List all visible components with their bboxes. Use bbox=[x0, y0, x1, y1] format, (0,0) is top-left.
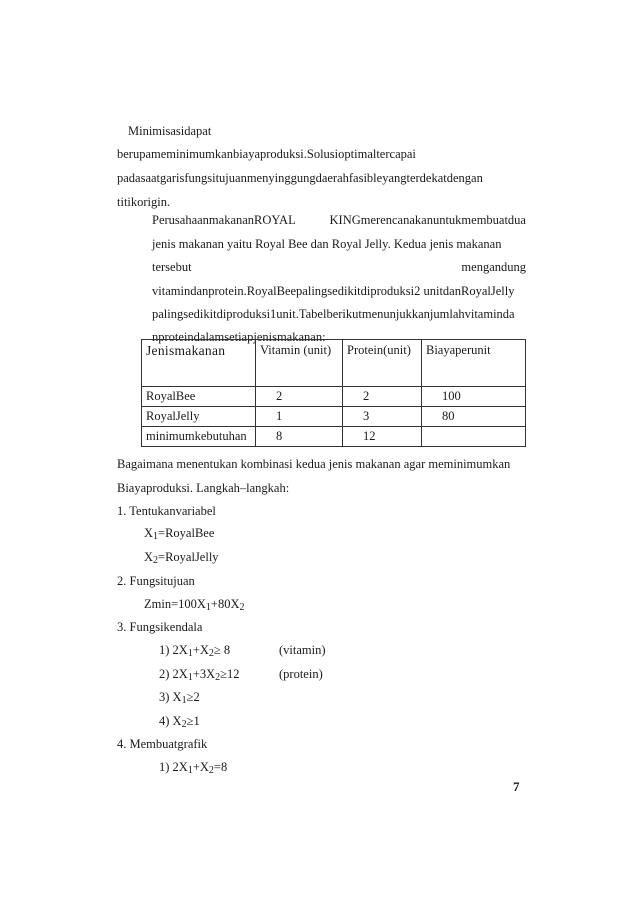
intro-line-4: titikorigin. bbox=[117, 195, 171, 209]
para-line-2: jenis makanan yaitu Royal Bee dan Royal Jelly. Kedua jenis makanan bbox=[152, 237, 502, 251]
table-cell: 8 bbox=[256, 427, 343, 447]
intro-line-2: berupameminimumkanbiayaproduksi.Solusioptimaltercapai bbox=[117, 147, 416, 161]
constraint-2-note: (protein) bbox=[279, 667, 323, 681]
para-line-5: palingsedikitdiproduksi1unit.Tabelberikutmenunjukkanjumlahvitaminda bbox=[152, 307, 515, 321]
para-line-1b: KINGmerencanakanuntukmembuatdua bbox=[329, 213, 526, 227]
step-1-heading: 1. Tentukanvariabel bbox=[117, 504, 216, 518]
para-line-4: vitamindanprotein.RoyalBeepalingsedikitdiproduksi2 unitdanRoyalJelly bbox=[152, 284, 515, 298]
graph-line-1: 1) $2X_1+X_2=8$ bbox=[159, 760, 228, 776]
table-cell: 100 bbox=[422, 387, 526, 407]
table-row bbox=[142, 407, 526, 427]
step-3-heading: 3. Fungsikendala bbox=[117, 620, 203, 634]
table-cell: minimumkebutuhan bbox=[142, 427, 256, 447]
table-header-row bbox=[142, 340, 526, 387]
para-line-3b: mengandung bbox=[461, 260, 526, 274]
para-line-3a: tersebut bbox=[152, 260, 192, 274]
constraint-1-note: (vitamin) bbox=[279, 643, 326, 657]
nutrition-table bbox=[141, 339, 526, 447]
table-header-cell: Biayaperunit bbox=[422, 340, 526, 387]
table-cell: 80 bbox=[422, 407, 526, 427]
table-cell: RoyalJelly bbox=[142, 407, 256, 427]
objective-function: $Zmin=100X_1+80X_2$ bbox=[144, 597, 245, 613]
table-row bbox=[142, 427, 526, 447]
para-line-1a: PerusahaanmakananROYAL bbox=[152, 213, 296, 227]
constraint-1: 1) $2X_1+X_2\ge 8$ bbox=[159, 643, 231, 659]
table-cell: 1 bbox=[256, 407, 343, 427]
question-line-2: Biayaproduksi. Langkah–langkah: bbox=[117, 481, 290, 495]
para-line-1 bbox=[152, 212, 526, 228]
table-header-cell: Vitamin (unit) bbox=[256, 340, 343, 387]
para-line-3 bbox=[152, 259, 526, 275]
para-line-6: nproteindalamsetiapjenismakanan: bbox=[152, 330, 326, 344]
page-number: 7 bbox=[513, 779, 520, 794]
table-row bbox=[142, 387, 526, 407]
constraint-2: 2) $2X_1+3X_2\ge 12$ bbox=[159, 667, 240, 683]
table-cell: RoyalBee bbox=[142, 387, 256, 407]
table-header-cell: Protein(unit) bbox=[343, 340, 422, 387]
table-cell: 3 bbox=[343, 407, 422, 427]
variable-x1: $X_1=RoyalBee$ bbox=[144, 526, 215, 542]
constraint-4: 4) $X_2\ge 1$ bbox=[159, 714, 200, 730]
step-4-heading: 4. Membuatgrafik bbox=[117, 737, 208, 751]
table-header-cell: Jenismakanan bbox=[142, 340, 256, 387]
intro-line-3: padasaatgarisfungsitujuanmenyinggungdaerahfasibleyangterdekatdengan bbox=[117, 171, 483, 185]
table-cell: 12 bbox=[343, 427, 422, 447]
intro-line-1: Minimisasidapat bbox=[128, 124, 212, 138]
question-line-1: Bagaimana menentukan kombinasi kedua jenis makanan agar meminimumkan bbox=[117, 457, 511, 471]
table-cell bbox=[422, 427, 526, 447]
variable-x2: $X_2=RoyalJelly$ bbox=[144, 550, 219, 566]
table-cell: 2 bbox=[343, 387, 422, 407]
constraint-3: 3) $X_1\ge 2$ bbox=[159, 690, 200, 706]
table-cell: 2 bbox=[256, 387, 343, 407]
step-2-heading: 2. Fungsitujuan bbox=[117, 574, 195, 588]
